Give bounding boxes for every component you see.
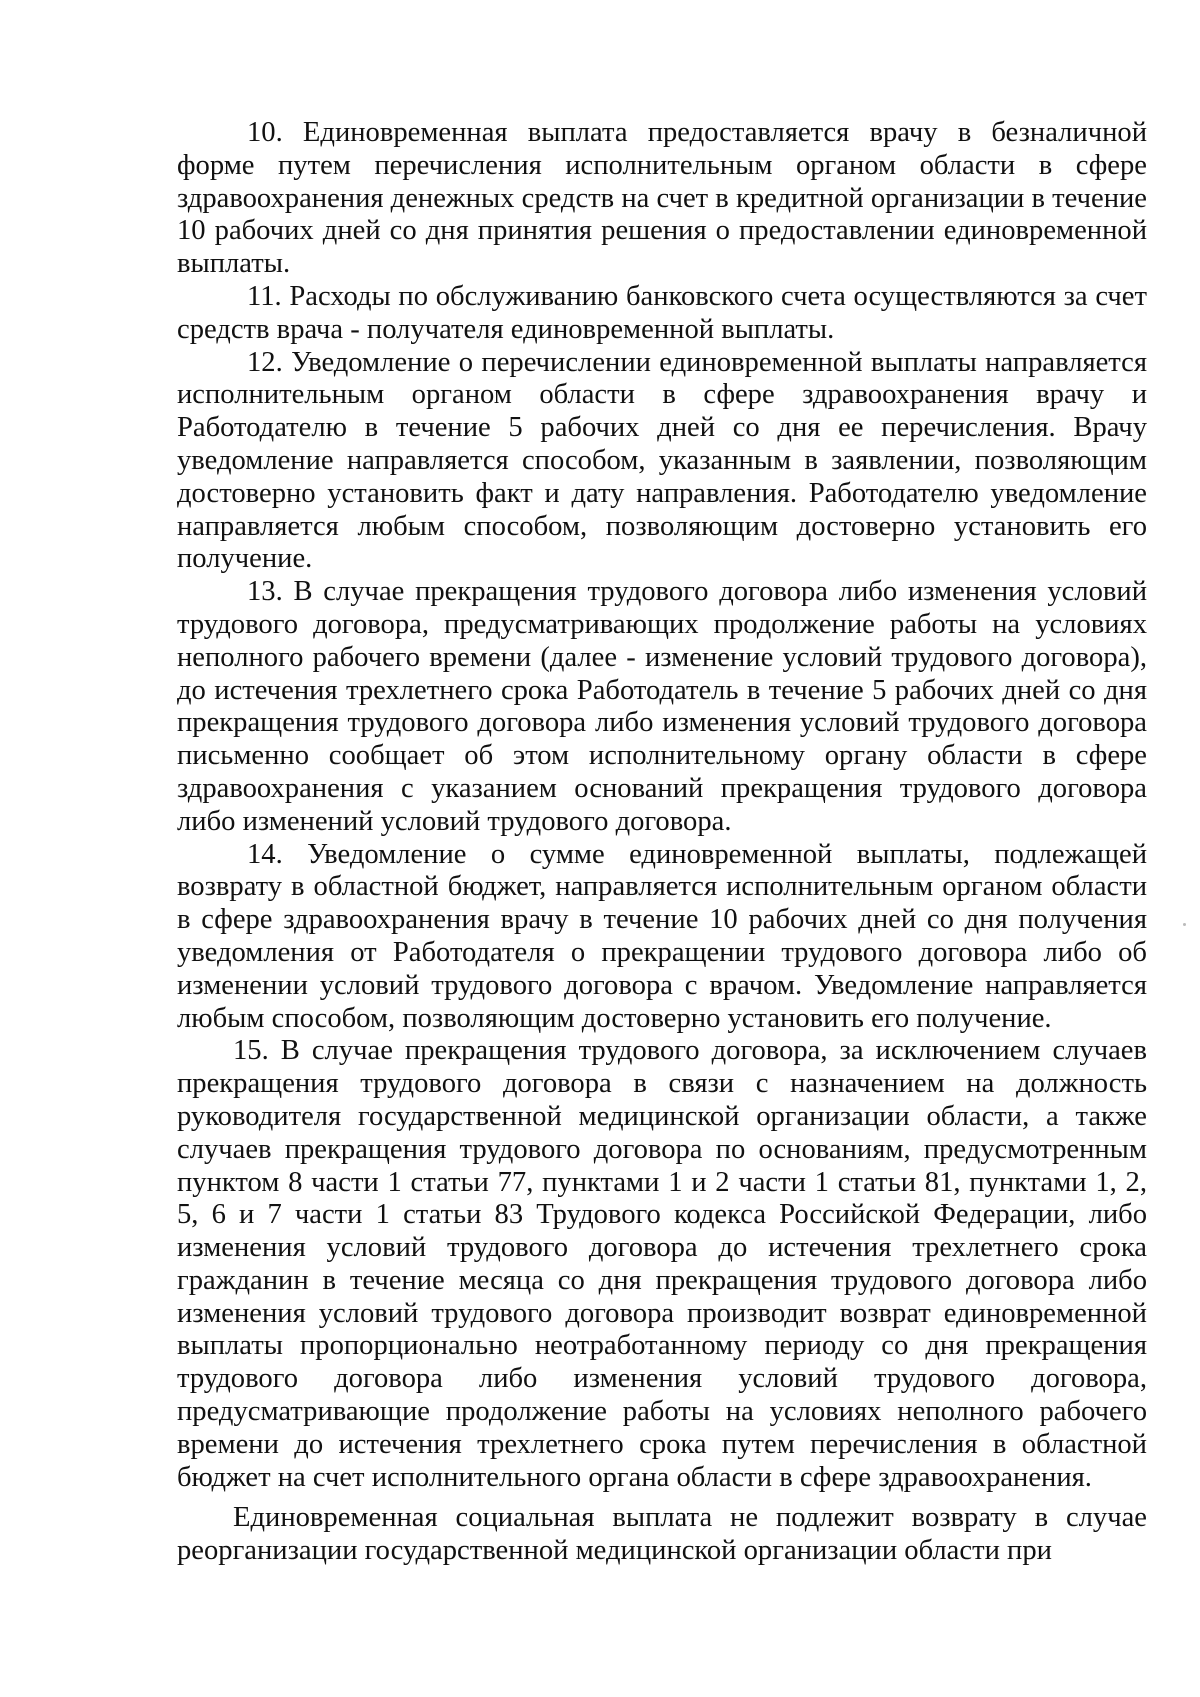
document-body bbox=[177, 117, 1147, 1568]
paragraph-continuation: Единовременная социальная выплата не подлежит возврату в случае реорганизации государственной медицинской организации области при bbox=[177, 1502, 1147, 1567]
paragraph-10: 10. Единовременная выплата предоставляется врачу в безналичной форме путем перечисления исполнительным органом области в сфере здравоохранения денежных средств на счет в кредитной организации в течение 10 рабочих дней со дня принятия решения о предоставлении единовременной выплаты. bbox=[177, 117, 1147, 280]
scan-speck bbox=[1183, 923, 1186, 926]
paragraph-15: 15. В случае прекращения трудового договора, за исключением случаев прекращения трудового договора в связи с назначением на должность руководителя государственной медицинской организации области, а также случаев прекращения трудового договора по основаниям, предусмотренным пунктом 8 части 1 статьи 77, пунктами 1 и 2 части 1 статьи 81, пунктами 1, 2, 5, 6 и 7 части 1 статьи 83 Трудового кодекса Российской Федерации, либо изменения условий трудового договора до истечения трехлетнего срока гражданин в течение месяца со дня прекращения трудового договора либо изменения условий трудового договора производит возврат единовременной выплаты пропорционально неотработанному периоду со дня прекращения трудового договора либо изменения условий трудового договора, предусматривающие продолжение работы на условиях неполного рабочего времени до истечения трехлетнего срока путем перечисления в областной бюджет на счет исполнительного органа области в сфере здравоохранения. bbox=[177, 1035, 1147, 1493]
paragraph-12: 12. Уведомление о перечислении единовременной выплаты направляется исполнительным органом области в сфере здравоохранения врачу и Работодателю в течение 5 рабочих дней со дня ее перечисления. Врачу уведомление направляется способом, указанным в заявлении, позволяющим достоверно установить факт и дату направления. Работодателю уведомление направляется любым способом, позволяющим достоверно установить его получение. bbox=[177, 346, 1147, 575]
paragraph-14: 14. Уведомление о сумме единовременной выплаты, подлежащей возврату в областной бюджет, направляется исполнительным органом области в сфере здравоохранения врачу в течение 10 рабочих дней со дня получения уведомления от Работодателя о прекращении трудового договора либо об изменении условий трудового договора с врачом. Уведомление направляется любым способом, позволяющим достоверно установить его получение. bbox=[177, 838, 1147, 1034]
paragraph-13: 13. В случае прекращения трудового договора либо изменения условий трудового договора, предусматривающих продолжение работы на условиях неполного рабочего времени (далее - изменение условий трудового договора), до истечения трехлетнего срока Работодатель в течение 5 рабочих дней со дня прекращения трудового договора либо изменения условий трудового договора письменно сообщает об этом исполнительному органу области в сфере здравоохранения с указанием оснований прекращения трудового договора либо изменений условий трудового договора. bbox=[177, 576, 1147, 837]
paragraph-11: 11. Расходы по обслуживанию банковского счета осуществляются за счет средств врача - получателя единовременной выплаты. bbox=[177, 280, 1147, 345]
